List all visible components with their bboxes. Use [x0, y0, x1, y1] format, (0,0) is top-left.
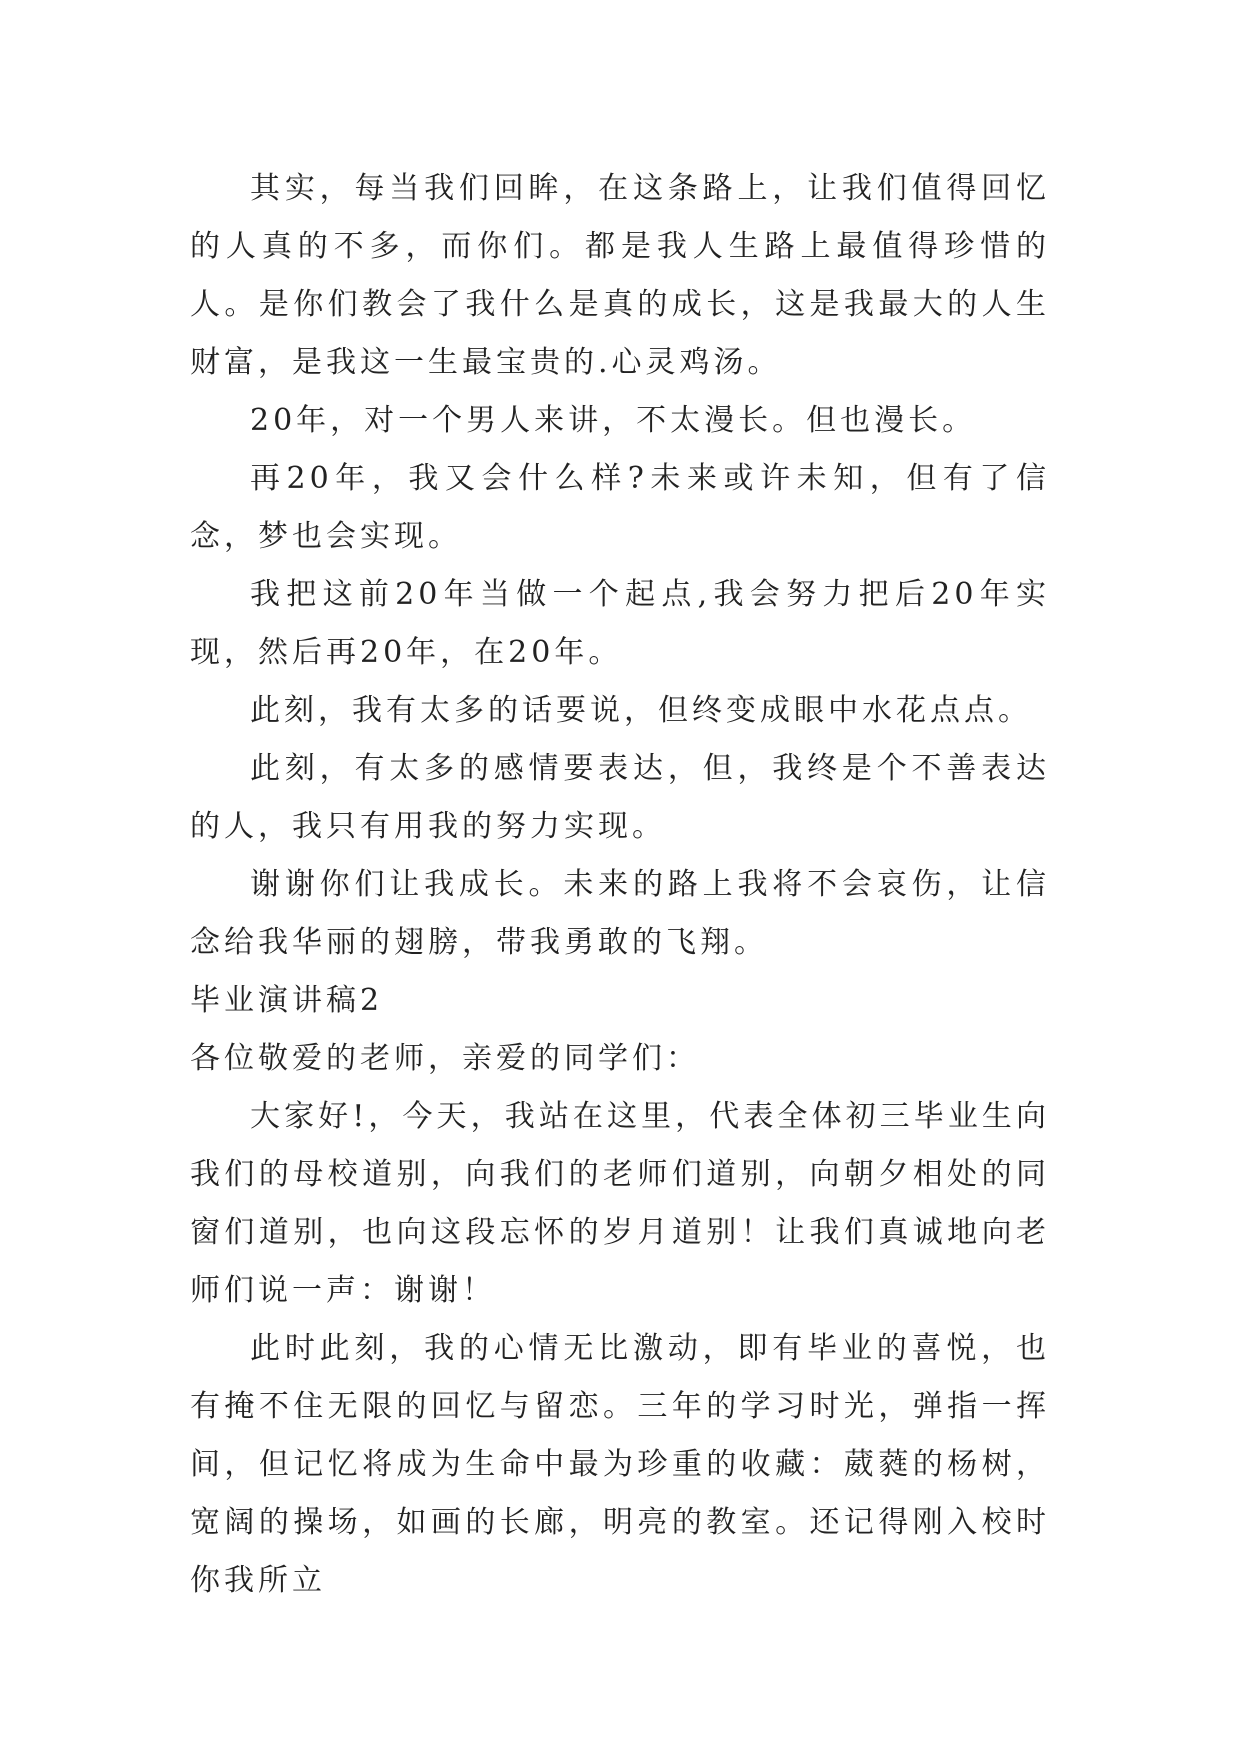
salutation: 各位敬爱的老师，亲爱的同学们：: [190, 1041, 700, 1076]
section-heading: 毕业演讲稿2: [190, 983, 384, 1018]
paragraph-4: 我把这前20年当做一个起点,我会努力把后20年实现，然后再20年，在20年。: [190, 577, 1050, 670]
paragraph-8: 大家好!，今天，我站在这里，代表全体初三毕业生向我们的母校道别，向我们的老师们道别，向朝夕相处的同窗们道别，也向这段忘怀的岁月道别！让我们真诚地向老师们说一声：谢谢！: [190, 1099, 1050, 1308]
paragraph-5: 此刻，我有太多的话要说，但终变成眼中水花点点。: [250, 693, 1032, 728]
paragraph-3: 再20年，我又会什么样?未来或许未知，但有了信念，梦也会实现。: [190, 461, 1050, 554]
document-body: [190, 160, 1050, 1610]
paragraph-1: 其实，每当我们回眸，在这条路上，让我们值得回忆的人真的不多，而你们。都是我人生路上最值得珍惜的人。是你们教会了我什么是真的成长，这是我最大的人生财富，是我这一生最宝贵的.心灵鸡汤。: [190, 171, 1050, 380]
paragraph-7: 谢谢你们让我成长。未来的路上我将不会哀伤，让信念给我华丽的翅膀，带我勇敢的飞翔。: [190, 867, 1050, 960]
paragraph-6: 此刻，有太多的感情要表达，但，我终是个不善表达的人，我只有用我的努力实现。: [190, 751, 1050, 844]
paragraph-2: 20年，对一个男人来讲，不太漫长。但也漫长。: [250, 403, 977, 438]
paragraph-9: 此时此刻，我的心情无比激动，即有毕业的喜悦，也有掩不住无限的回忆与留恋。三年的学习时光，弹指一挥间，但记忆将成为生命中最为珍重的收藏：葳蕤的杨树，宽阔的操场，如画的长廊，明亮的教室。还记得刚入校时你我所立: [190, 1331, 1050, 1598]
